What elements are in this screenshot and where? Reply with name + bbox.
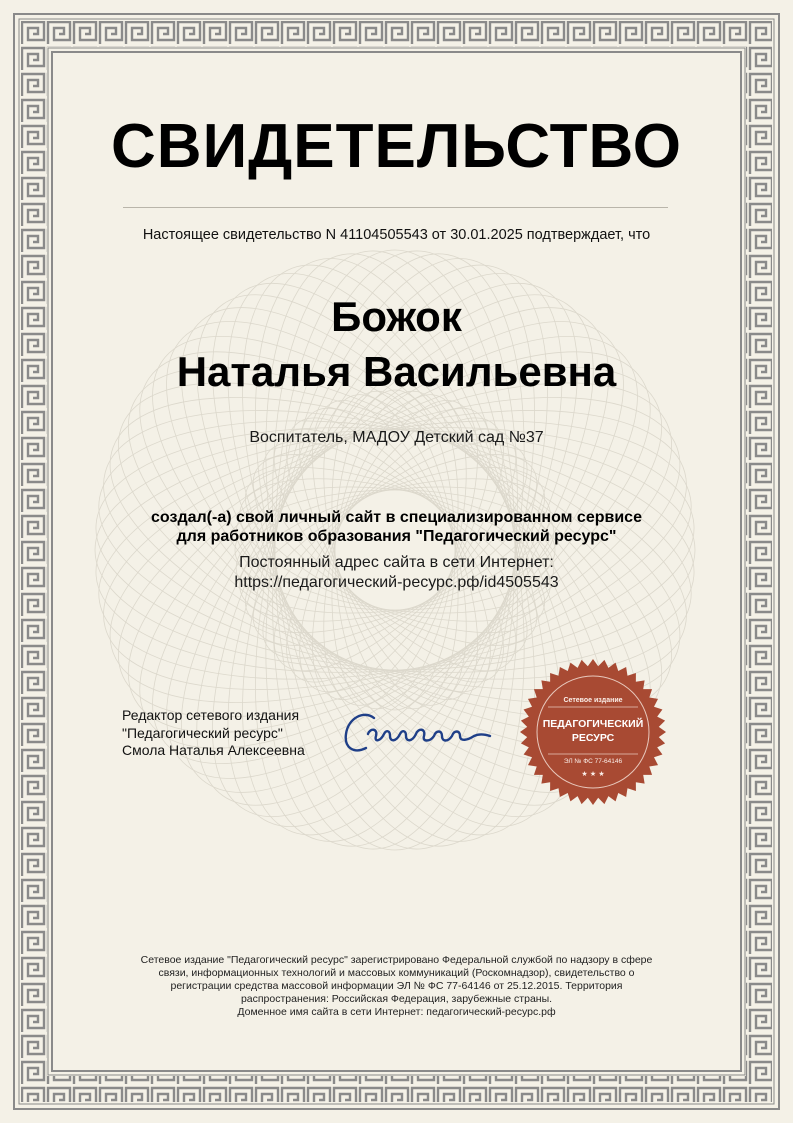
recipient-last-name: Божок <box>331 293 462 340</box>
recipient-first-name: Наталья Васильевна <box>176 348 617 395</box>
footer-line-1: Сетевое издание "Педагогический ресурс" зарегистрировано Федеральной службой по надзору в сфере <box>140 954 653 966</box>
publisher-seal <box>518 657 668 807</box>
editor-block <box>122 707 305 760</box>
registration-footer <box>115 954 678 1019</box>
recipient-position: Воспитатель, МАДОУ Детский сад №37 <box>249 429 544 446</box>
site-address <box>0 553 793 593</box>
footer-line-2: связи, информационных технологий и массовых коммуникаций (Роскомнадзор), свидетельство о <box>158 967 635 979</box>
seal-main-line-2: РЕСУРС <box>571 732 615 744</box>
seal-main-line-1: ПЕДАГОГИЧЕСКИЙ <box>542 718 644 730</box>
seal-reg-number: ЭЛ № ФС 77-64146 <box>563 758 623 765</box>
footer-line-3: регистрации средства массовой информации ЭЛ № ФС 77-64146 от 25.12.2015. Территория <box>170 980 623 992</box>
statement-line-2: для работников образования "Педагогический ресурс" <box>176 528 617 545</box>
seal-stars: ★ ★ ★ <box>581 770 605 778</box>
editor-signature <box>340 700 500 770</box>
statement-line-1: создал(-а) свой личный сайт в специализированном сервисе <box>151 509 642 526</box>
certificate-title: СВИДЕТЕЛЬСТВО <box>111 112 682 181</box>
footer-line-5: Доменное имя сайта в сети Интернет: педагогический-ресурс.рф <box>237 1006 556 1018</box>
editor-line-3: Смола Наталья Алексеевна <box>122 742 305 758</box>
editor-line-2: "Педагогический ресурс" <box>122 724 283 741</box>
certificate-intro: Настоящее свидетельство N 41104505543 от 30.01.2025 подтверждает, что <box>142 227 651 243</box>
footer-line-4: распространения: Российская Федерация, зарубежные страны. <box>240 993 553 1005</box>
editor-line-1: Редактор сетевого издания <box>122 707 300 723</box>
seal-top-text: Сетевое издание <box>563 697 623 704</box>
certificate-statement <box>0 508 793 546</box>
title-divider <box>123 207 668 208</box>
site-address-url: https://педагогический-ресурс.рф/id4505543 <box>234 574 559 591</box>
site-address-label: Постоянный адрес сайта в сети Интернет: <box>239 554 554 571</box>
